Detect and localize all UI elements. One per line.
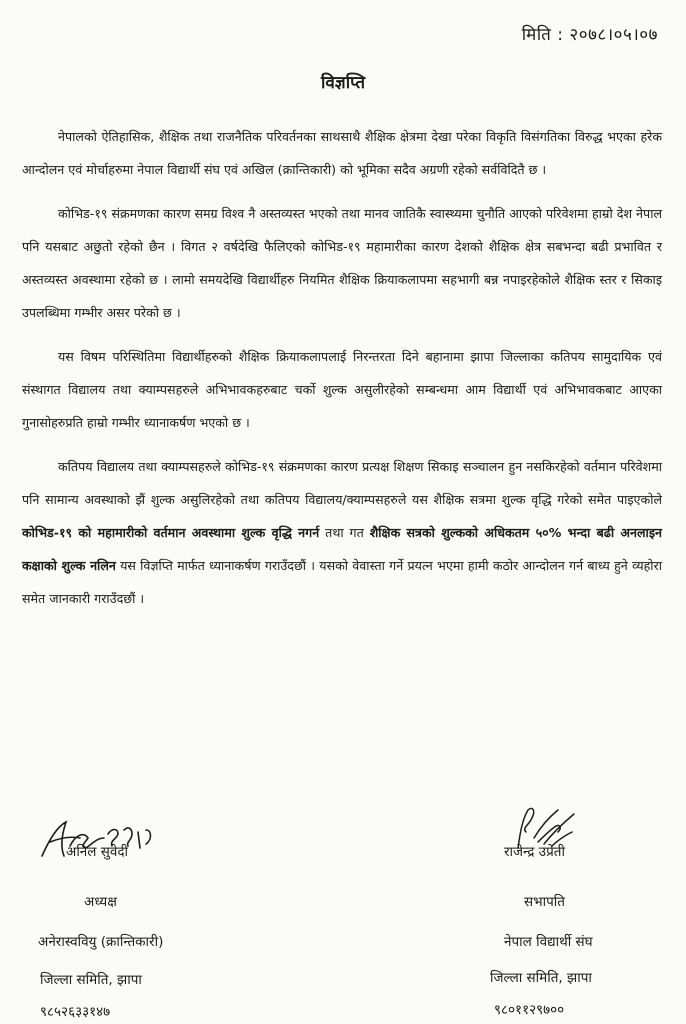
signatory-phone: ९८५२६३३१४७ bbox=[40, 1004, 111, 1020]
emphasis-text: शैक्षिक सत्रको शुल्कको अधिकतम ५०% भन्दा बढी अनलाइन कक्षाको शुल्क नलिन bbox=[22, 525, 662, 573]
signatory-position: सभापति bbox=[524, 894, 565, 910]
paragraph-text: नेपालको ऐतिहासिक, शैक्षिक तथा राजनैतिक परिवर्तनका साथसाथै शैक्षिक क्षेत्रमा देखा परेका विकृति विसंगतिका विरुद्ध भएका हरेक आन्दोलन एवं मोर्चाहरुमा नेपाल विद्यार्थी संघ एवं अखिल (क्रान्तिकारी) को भूमिका सदैव अग्रणी रहेको सर्वविदितै छ । bbox=[22, 129, 662, 177]
signatory-phone: ९८०११२९७०० bbox=[494, 1002, 565, 1018]
paragraph bbox=[22, 120, 662, 186]
signatory-organization: अनेरास्ववियु (क्रान्तिकारी) bbox=[38, 934, 164, 950]
signatory-committee: जिल्ला समिति, झापा bbox=[40, 972, 142, 988]
paragraph-text: कोभिड-१९ संक्रमणका कारण समग्र विश्व नै अस्तव्यस्त भएको तथा मानव जातिकै स्वास्थ्यमा चुनौति आएको परिवेशमा हाम्रो देश नेपाल पनि यसबाट अछुतो रहेको छैन । विगत २ वर्षदेखि फैलिएको कोभिड-१९ महामारीका कारण देशको शैक्षिक क्षेत्र सबभन्दा बढी प्रभावित र अस्तव्यस्त अवस्थामा रहेको छ । लामो समयदेखि विद्यार्थीहरु नियमित शैक्षिक क्रियाकलापमा सहभागी बन्न नपाइरहेकोले शैक्षिक स्तर र सिकाइ उपलब्धिमा गम्भीर असर परेको छ । bbox=[22, 206, 662, 320]
paragraph bbox=[22, 340, 662, 439]
signatory-name: राजेन्द्र उप्रेती bbox=[504, 844, 565, 860]
emphasis-text: कोभिड-१९ को महामारीको वर्तमान अवस्थामा शुल्क वृद्धि नगर्न bbox=[22, 525, 320, 540]
signatory-organization: नेपाल विद्यार्थी संघ bbox=[504, 934, 593, 950]
date-line: मिति : २०७८।०५।०७ bbox=[521, 25, 658, 45]
paragraph-text: यस विषम परिस्थितिमा विद्यार्थीहरुको शैक्षिक क्रियाकलापलाई निरन्तरता दिने बहानामा झापा जिल्लाका कतिपय सामुदायिक एवं संस्थागत विद्यालय तथा क्याम्पसहरुले अभिभावकहरुबाट चर्को शुल्क असुलीरहेको सम्बन्धमा आम विद्यार्थी एवं अभिभावकबाट आएका गुनासोहरुप्रति हाम्रो गम्भीर ध्यानाकर्षण भएको छ । bbox=[22, 349, 662, 430]
document-title: विज्ञप्ति bbox=[320, 73, 366, 93]
paragraph-text: यस विज्ञप्ति मार्फत ध्यानाकर्षण गराउँदछौं । यसको वेवास्ता गर्ने प्रयत्न भएमा हामी कठोर आन्दोलन गर्न बाध्य हुने व्यहोरा समेत जानकारी गराउँदछौं । bbox=[22, 558, 662, 606]
signatory-name: अनिल सुवेदी bbox=[66, 844, 129, 860]
paragraph-text: कतिपय विद्यालय तथा क्याम्पसहरुले कोभिड-१९ संक्रमणका कारण प्रत्यक्ष शिक्षण सिकाइ सञ्चालन हुन नसकिरहेको वर्तमान परिवेशमा पनि सामान्य अवस्थाको झैं शुल्क असुलिरहेको तथा कतिपय विद्यालय/क्याम्पसहरुले यस शैक्षिक सत्रमा शुल्क वृद्धि गरेको समेत पाइएकोले bbox=[22, 459, 662, 507]
signatory-committee: जिल्ला समिति, झापा bbox=[490, 970, 592, 986]
paragraph bbox=[22, 450, 662, 615]
paragraph-text: तथा गत bbox=[319, 525, 370, 540]
signatory-position: अध्यक्ष bbox=[84, 894, 117, 910]
paragraph bbox=[22, 197, 662, 329]
body-text bbox=[22, 120, 662, 626]
